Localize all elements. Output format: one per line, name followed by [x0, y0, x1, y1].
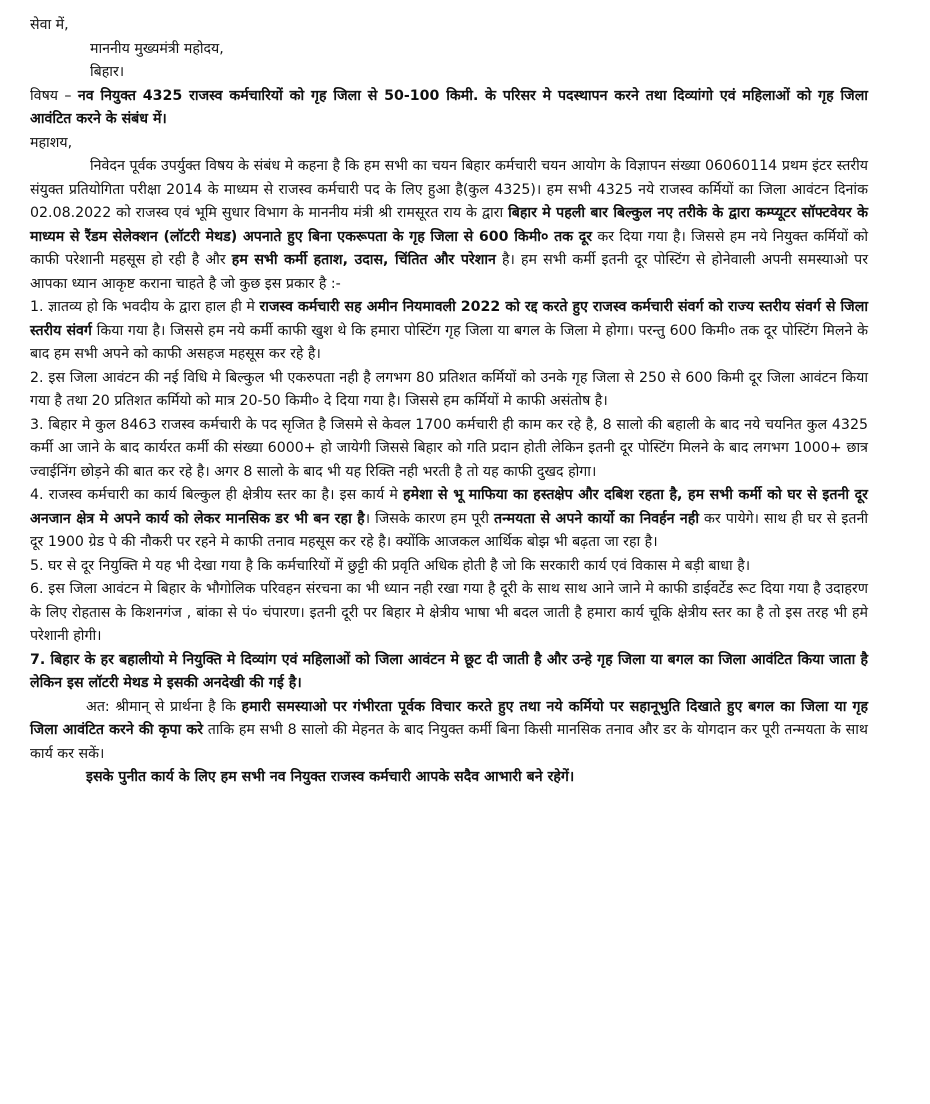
point-1 — [30, 296, 868, 367]
request-text-2: ताकि हम सभी 8 सालो की मेहनत के बाद नियुक्त कर्मी बिना किसी मानसिक तनाव और डर के योगदान कर पूरी तन्मयता के साथ कार्य कर सकें। — [30, 722, 868, 762]
point-5: 5. घर से दूर नियुक्ति मे यह भी देखा गया है कि कर्मचारियों में छुट्टी की प्रवृति अधिक होती है जो कि सरकारी कार्य एवं विकास मे बड़ी बाधा है। — [30, 557, 751, 574]
request-paragraph — [30, 696, 868, 767]
subject-text: नव नियुक्त 4325 राजस्व कर्मचारियों को गृह जिला से 50-100 किमी. के परिसर मे पदस्थापन करने तथा दिव्यांगो एवं महिलाओं को गृह जिला आवंटित करने के संबंध में। — [30, 87, 868, 127]
intro-bold-1: बिहार मे पहली बार बिल्कुल नए तरीके के द्वारा कम्प्यूटर सॉफ्टवेयर के माध्यम से रैंडम सेलेक्शन (लॉटरी मेथड) अपनाते हुए बिना एकरूपता के गृह जिला से 600 किमी० तक दूर — [30, 205, 868, 245]
recipient-place: बिहार। — [90, 64, 125, 80]
point-1-text-1: 1. ज्ञातव्य हो कि भवदीय के द्वारा हाल ही मे — [30, 299, 260, 315]
point-4-bold-2: तन्मयता से अपने कार्यो का निवर्हन नही — [494, 510, 700, 527]
point-2: 2. इस जिला आवंटन की नई विधि मे बिल्कुल भी एकरुपता नही है लगभग 80 प्रतिशत कर्मियों को उनके गृह जिला से 250 से 600 किमी दूर जिला आवंटन किया गया है तथा 20 प्रतिशत कर्मियो को मात्र 20-50 किमी० दे दिया गया है। जिससे हम कर्मियों मे काफी असंतोष है। — [30, 369, 868, 409]
salutation-to: सेवा में, — [30, 17, 69, 33]
point-3: 3. बिहार मे कुल 8463 राजस्व कर्मचारी के पद सृजित है जिसमे से केवल 1700 कर्मचारी ही काम कर रहे है, 8 सालो की बहाली के बाद नये चयनित कुल 4325 कर्मी आ जाने के बाद कार्यरत कर्मी की संख्या 6000+ हो जायेगी जिससे बिहार को गति प्रदान होती लेकिन इतनी दूर पोस्टिंग मिलने के बाद लगभग 1000+ छात्र ज्वाईनिंग छोड़ने की बात कर रहे है। अगर 8 सालो के बाद भी यह रिक्ति नही भरती है तो यह काफी दुखद होगा। — [30, 416, 868, 480]
point-7: 7. बिहार के हर बहालीयो मे नियुक्ति मे दिव्यांग एवं महिलाओं को जिला आवंटन मे छूट दी जाती है और उन्हे गृह जिला या बगल का जिला आवंटित किया जाता है लेकिन इस लॉटरी मेथड मे इसकी अनदेखी की गई है। — [30, 651, 868, 691]
subject-line — [30, 85, 868, 132]
point-4-text-3: कर पायेगे। साथ ही घर से इतनी दूर 1900 ग्रेड पे की नौकरी पर रहने मे काफी तनाव महसूस कर रहे है। क्योंकि आजकल आर्थिक बोझ भी बढ़ता जा रहा है। — [30, 510, 868, 550]
request-bold: हमारी समस्याओ पर गंभीरता पूर्वक विचार करते हुए तथा नये कर्मियो पर सहानूभुति दिखाते हुए बगल का जिला या गृह जिला आवंटित करने की कृपा करे — [30, 698, 868, 738]
intro-text-2: कर दिया गया है। जिससे हम नये नियुक्त कर्मियों को काफी परेशानी महसूस हो रही है और — [30, 228, 868, 268]
greeting: महाशय, — [30, 134, 73, 151]
point-4-bold-1: हमेशा से भू माफिया का हस्तक्षेप और दबिश रहता है, हम सभी कर्मी को घर से इतनी दूर अनजान क्षेत्र मे अपने कार्य को लेकर मानसिक डर भी बन रहा है — [30, 487, 868, 527]
point-1-text-2: किया गया है। जिससे हम नये कर्मी काफी खुश थे कि हमारा पोस्टिंग गृह जिला या बगल के जिला मे होगा। परन्तु 600 किमी० तक दूर पोस्टिंग मिलने के बाद हम सभी अपने को काफी असहज महसूस कर रहे है। — [30, 322, 869, 362]
point-4 — [30, 484, 868, 555]
point-1-bold: राजस्व कर्मचारी सह अमीन नियमावली 2022 को रद्द करते हुए राजस्व कर्मचारी संवर्ग को राज्य स्तरीय संवर्ग से जिला स्तरीय संवर्ग — [30, 299, 869, 339]
intro-text-1: निवेदन पूर्वक उपर्युक्त विषय के संबंध मे कहना है कि हम सभी का चयन बिहार कर्मचारी चयन आयोग के विज्ञापन संख्या 06060114 प्रथम इंटर स्तरीय संयुक्त प्रतियोगिता परीक्षा 2014 के माध्यम से राजस्व कर्मचारी पद के लिए हुआ है(कुल 4325)। हम सभी 4325 नये राजस्व कर्मियों का जिला आवंटन दिनांक 02.08.2022 को राजस्व एवं भूमि सुधार विभाग के माननीय मंत्री श्री रामसूरत राय के द्वारा — [30, 158, 868, 221]
intro-bold-2: हम सभी कर्मी हताश, उदास, चिंतित और परेशान — [231, 252, 496, 268]
point-4-text-2: । जिसके कारण हम पूरी — [364, 510, 494, 527]
point-6: 6. इस जिला आवंटन मे बिहार के भौगोलिक परिवहन संरचना का भी ध्यान नही रखा गया है दूरी के साथ साथ आने जाने मे काफी डाईवर्टेड रूट दिया गया है उदाहरण के लिए रोहतास के किशनगंज , बांका से पं० चंपारण। इतनी दूरी पर बिहार मे क्षेत्रीय भाषा भी बदल जाती है हमारा कार्य चूकि क्षेत्रीय स्तर का है तो इस तरह भी हमे परेशानी होगी। — [30, 581, 868, 644]
intro-text-3: है। हम सभी कर्मी इतनी दूर पोस्टिंग से होनेवाली अपनी समस्याओ पर आपका ध्यान आकृष्ट कराना चाहते है जो कुछ इस प्रकार है :- — [30, 252, 868, 292]
closing-line: इसके पुनीत कार्य के लिए हम सभी नव नियुक्त राजस्व कर्मचारी आपके सदैव आभारी बने रहेगें। — [86, 769, 575, 785]
subject-label: विषय – — [30, 87, 72, 104]
recipient-title: माननीय मुख्यमंत्री महोदय, — [90, 40, 224, 57]
request-text-1: अत: श्रीमान् से प्रार्थना है कि — [86, 698, 242, 715]
point-4-text-1: 4. राजस्व कर्मचारी का कार्य बिल्कुल ही क्षेत्रीय स्तर का है। इस कार्य मे — [30, 487, 404, 503]
intro-paragraph — [30, 155, 868, 296]
